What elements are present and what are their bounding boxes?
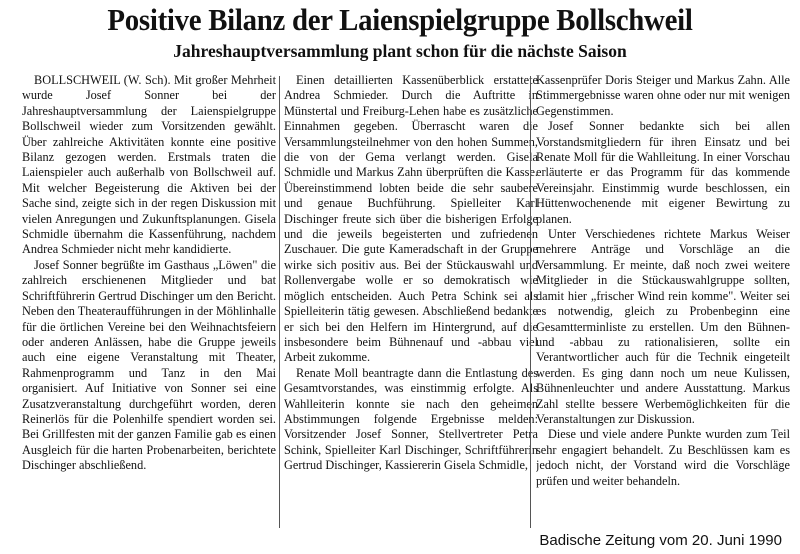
article-column-2 xyxy=(284,73,538,535)
column-divider xyxy=(530,76,531,528)
paragraph: Josef Sonner bedankte sich bei allen Vorstandsmitgliedern für ihren Einsatz und bei Renate Moll für die Wahlleitung. In einer Vorschau erläuterte er das Programm für das kommende Vereinsjahr. Einstimmig wurde beschlossen, ein Hüttenwochenende mit eigener Bewirtung zu planen. xyxy=(536,119,790,226)
paragraph: Kassenprüfer Doris Steiger und Markus Zahn. Alle Stimmergebnisse waren ohne oder nur mit wenigen Gegenstimmen. xyxy=(536,73,790,118)
headline: Positive Bilanz der Laienspielgruppe Bollschweil xyxy=(107,2,693,37)
paragraph: Einen detaillierten Kassenüberblick erstattete Andrea Schmieder. Durch die Auftritte in Münstertal und Freiburg-Lehen habe es zusätzliche Einnahmen gegeben. Überrascht waren die Versammlungsteilnehmer von den hohen Summen, die von der Gema verlangt werden. Gisela Schmidle und Markus Zahn überprüften die Kasse. Übereinstimmend lobten beide die sehr saubere und genaue Buchführung. Spielleiter Karl Dischinger freute sich über die bisherigen Erfolge und die jeweils begeisterten und zufriedenen Zuschauer. Die gute Kameradschaft in der Gruppe wirke sich positiv aus. Bei der Stückauswahl und Rollenvergabe wolle er so demokratisch wie möglich entscheiden. Auch Petra Schink sei als Spielleiterin tätig gewesen. Abschließend bedankte er sich bei den Helfern im Hintergrund, auf die insbesondere beim Bühnenauf und -abbau viel Arbeit zukomme. xyxy=(284,73,538,365)
column-divider xyxy=(279,76,280,528)
paragraph: Josef Sonner begrüßte im Gasthaus „Löwen" die zahlreich erschienenen Mitglieder und bat Schriftführerin Gertrud Dischinger um den Bericht. Neben den Theateraufführungen in der Möhlinhalle für die örtlichen Vereine bei den Weihnachtsfeiern oder anderen Anlässen, habe die Gruppe jeweils auch eine eigene Veranstaltung mit Theater, Rahmenprogramm und Tanz in den Mai organisiert. Auf Initiative von Sonner sei eine Zusatzveranstaltung durchgeführt worden, deren Reinerlös für die Polenhilfe spendiert worden sei. Bei Grillfesten mit der ganzen Familie gab es einen Ausgleich für die harten Probenarbeiten, berichtete Dischinger abschließend. xyxy=(22,257,276,473)
subheadline: Jahreshauptversammlung plant schon für die nächste Saison xyxy=(173,41,627,61)
paragraph: Diese und viele andere Punkte wurden zum Teil sehr engagiert behandelt. Zu Beschlüssen kam es jedoch nicht, der Vorstand wird die Vorschläge prüfen und weiter behandeln. xyxy=(536,427,790,488)
article-column-3 xyxy=(536,73,790,535)
article-column-1 xyxy=(22,73,276,535)
paragraph: Renate Moll beantragte dann die Entlastung des Gesamtvorstandes, was einstimmig erfolgte. Als Wahlleiterin konnte sie nach den geheimen Abstimmungen folgende Ergebnisse melden: Vorsitzender Josef Sonner, Stellvertreter Petra Schink, Spielleiter Karl Dischinger, Schriftführerin Gertrud Dischinger, Kassiererin Gisela Schmidle, xyxy=(284,365,538,473)
paragraph: Unter Verschiedenes richtete Markus Weiser mehrere Anträge und Vorschläge an die Versammlung. Er meinte, daß noch zwei weitere Mitglieder in die Stückauswahlgruppe sollten, damit hier „frischer Wind rein komme". Weiter sei es notwendig, gleich zu Probenbeginn eine Gesamtterminliste zu erstellen. Um den Bühnen- und -abbau zu rationalisieren, sollte ein Verantwortlicher auch für die Technik eingeteilt werden. Es ging dann noch um neue Kulissen, Bühnenleuchter und andere Ausstattung. Markus Zahl stellte bessere Werbemöglichkeiten für die Veranstaltungen zur Diskussion. xyxy=(536,227,790,426)
source-credit: Badische Zeitung vom 20. Juni 1990 xyxy=(539,532,782,549)
paragraph: BOLLSCHWEIL (W. Sch). Mit großer Mehrheit wurde Josef Sonner bei der Jahreshauptversammlung der Laienspielgruppe Bollschweil wieder zum Vorsitzenden gewählt. Über zahlreiche Aktivitäten konnte eine positive Bilanz gezogen werden. Erstmals traten die Laienspieler auch außerhalb von Bollschweil auf. Mit welcher Begeisterung die Aktiven bei der Sache sind, zeigte sich in der regen Diskussion mit vielen Anregungen und Zukunftsplanungen. Gisela Schmidle übernahm die Kassenführung, nachdem Andrea Schmieder nicht mehr kandidierte. xyxy=(22,73,276,257)
